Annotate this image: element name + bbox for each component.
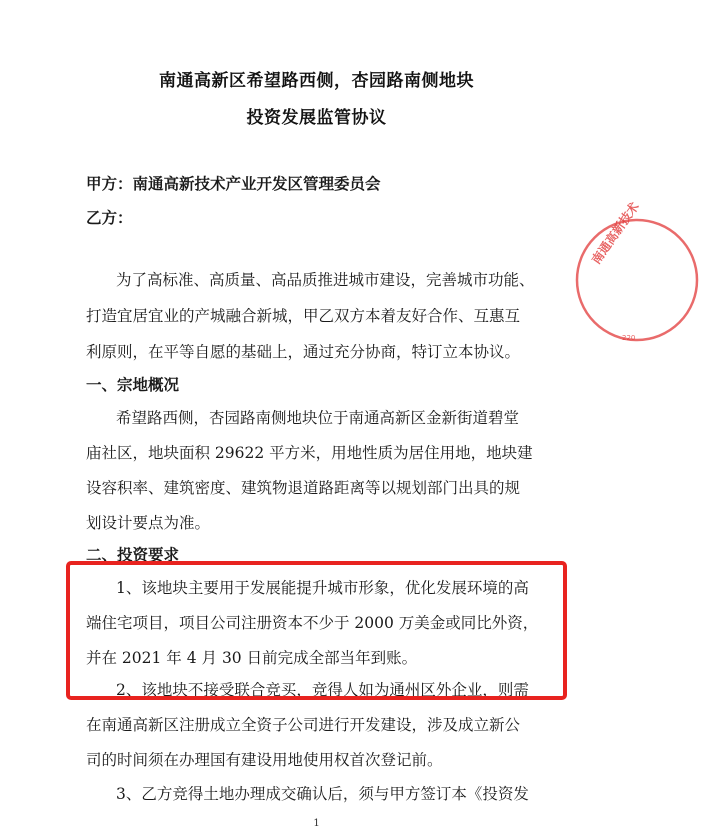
section1-line: 希望路西侧，杏园路南侧地块位于南通高新区金新街道碧堂 <box>116 409 520 427</box>
item1-line: 端住宅项目，项目公司注册资本不少于 2000 万美金或同比外资， <box>86 614 539 632</box>
intro-line: 利原则，在平等自愿的基础上，通过充分协商，特订立本协议。 <box>86 343 521 361</box>
page-number: 1 <box>313 818 320 829</box>
seal-text: 南通高新技术 <box>588 199 642 267</box>
section2-heading: 二、投资要求 <box>86 546 180 564</box>
seal-number: 220 <box>622 334 636 342</box>
intro-line: 打造宜居宜业的产城融合新城，甲乙双方本着友好合作、互惠互 <box>86 307 521 325</box>
section1-line: 划设计要点为准。 <box>86 514 211 532</box>
item3-line: 3、乙方竞得土地办理成交确认后，须与甲方签订本《投资发 <box>116 785 529 803</box>
item2-line: 司的时间须在办理国有建设用地使用权首次登记前。 <box>86 751 443 769</box>
section1-line: 设容积率、建筑密度、建筑物退道路距离等以规划部门出具的规 <box>86 479 521 497</box>
party-b: 乙方： <box>86 209 133 227</box>
section1-heading: 一、宗地概况 <box>86 376 180 394</box>
official-seal-icon <box>572 199 702 355</box>
item2-line: 在南通高新区注册成立全资子公司进行开发建设，涉及成立新公 <box>86 716 521 734</box>
document-title-line1: 南通高新区希望路西侧，杏园路南侧地块 <box>159 71 474 91</box>
party-a: 甲方：南通高新技术产业开发区管理委员会 <box>86 175 381 193</box>
item2-line: 2、该地块不接受联合竞买，竞得人如为通州区外企业，则需 <box>116 681 529 699</box>
document-title-line2: 投资发展监管协议 <box>246 108 387 128</box>
item1-line: 并在 2021 年 4 月 30 日前完成全部当年到账。 <box>86 649 418 667</box>
section1-line: 庙社区，地块面积 29622 平方米，用地性质为居住用地，地块建 <box>86 444 533 462</box>
item1-line: 1、该地块主要用于发展能提升城市形象，优化发展环境的高 <box>116 579 529 597</box>
intro-line: 为了高标准、高质量、高品质推进城市建设，完善城市功能、 <box>116 271 535 289</box>
